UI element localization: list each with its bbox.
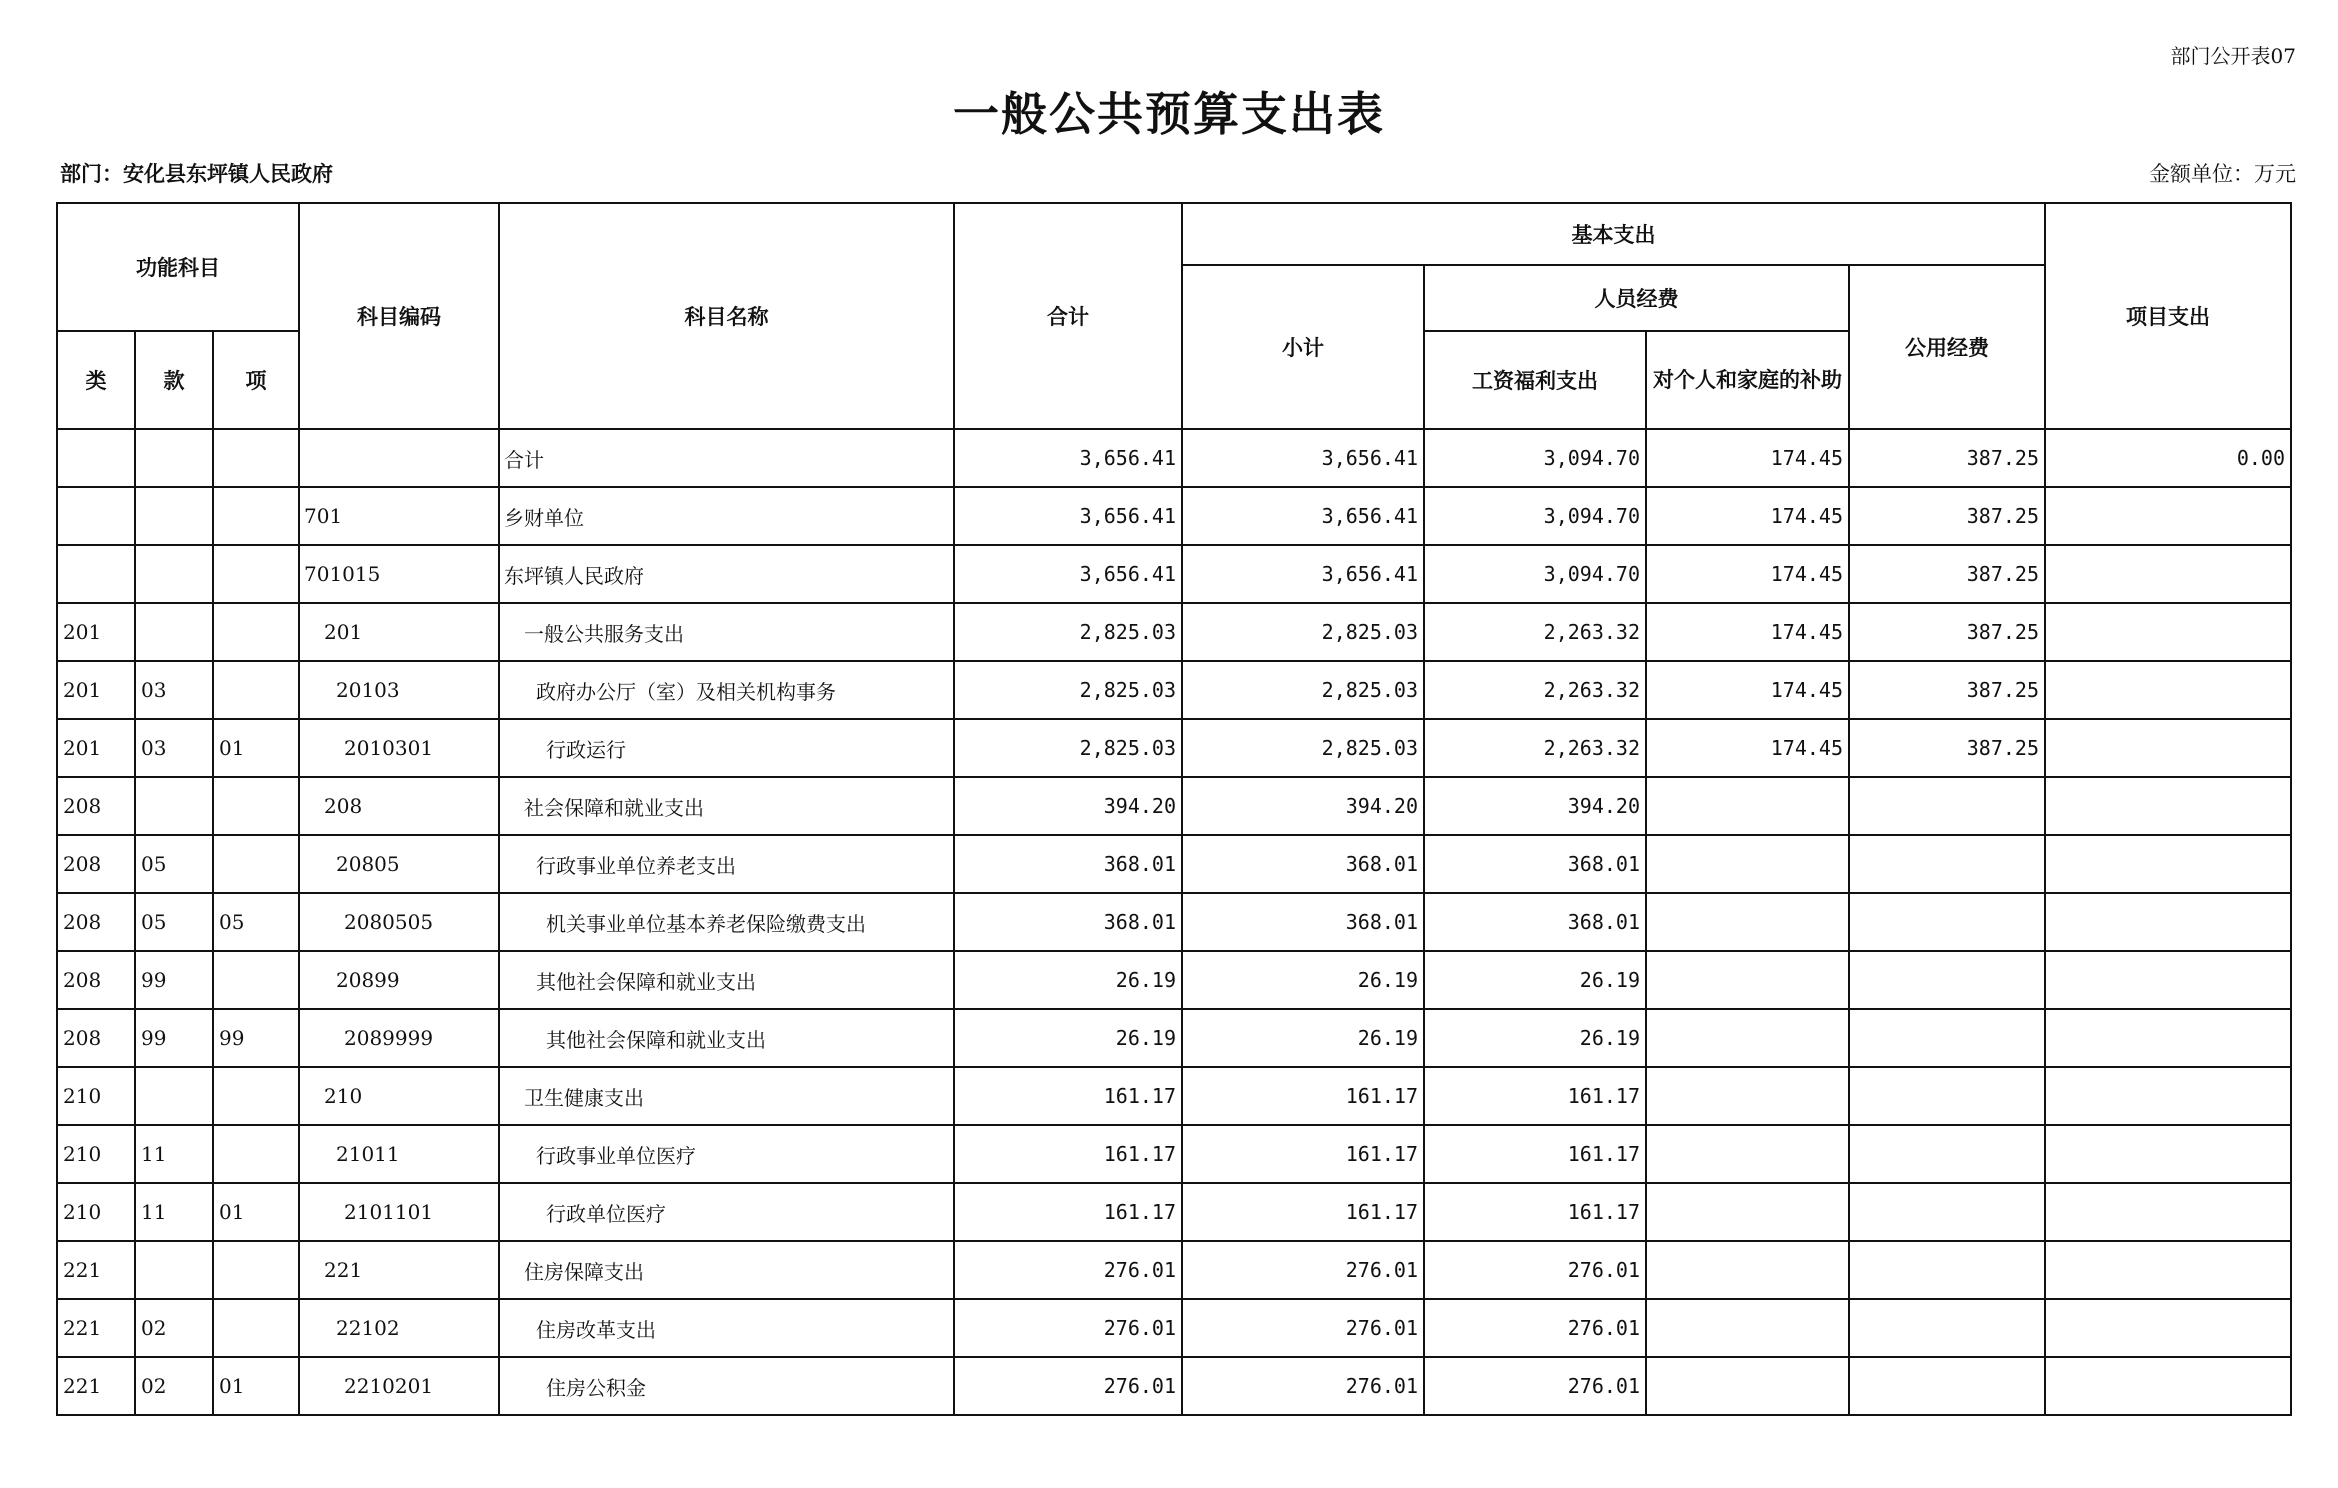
cell-lei: 208 <box>57 951 135 1009</box>
cell-public-funds <box>1849 1241 2045 1299</box>
cell-salary: 368.01 <box>1424 835 1646 893</box>
table-row <box>57 951 2291 1009</box>
cell-xiang <box>213 835 299 893</box>
header-code: 科目编码 <box>299 203 499 429</box>
table-row <box>57 1125 2291 1183</box>
cell-kuan: 11 <box>135 1125 213 1183</box>
cell-project <box>2045 545 2291 603</box>
cell-total: 2,825.03 <box>954 719 1182 777</box>
cell-name: 东坪镇人民政府 <box>499 545 954 603</box>
cell-code: 201 <box>299 603 499 661</box>
cell-code: 20899 <box>299 951 499 1009</box>
header-total: 合计 <box>954 203 1182 429</box>
cell-total: 276.01 <box>954 1299 1182 1357</box>
cell-project <box>2045 1241 2291 1299</box>
cell-name: 住房保障支出 <box>499 1241 954 1299</box>
cell-subsidy: 174.45 <box>1646 603 1849 661</box>
cell-public-funds <box>1849 893 2045 951</box>
cell-lei: 208 <box>57 893 135 951</box>
cell-public-funds <box>1849 1299 2045 1357</box>
cell-public-funds <box>1849 777 2045 835</box>
cell-kuan: 02 <box>135 1299 213 1357</box>
cell-lei: 208 <box>57 1009 135 1067</box>
cell-xiang <box>213 603 299 661</box>
cell-lei <box>57 545 135 603</box>
cell-name: 乡财单位 <box>499 487 954 545</box>
cell-public-funds: 387.25 <box>1849 661 2045 719</box>
table-body <box>57 429 2291 1415</box>
cell-code: 2089999 <box>299 1009 499 1067</box>
cell-salary: 161.17 <box>1424 1067 1646 1125</box>
table-row <box>57 1183 2291 1241</box>
table-id: 部门公开表07 <box>2170 44 2296 68</box>
cell-name: 政府办公厅（室）及相关机构事务 <box>499 661 954 719</box>
cell-public-funds: 387.25 <box>1849 487 2045 545</box>
cell-code: 2010301 <box>299 719 499 777</box>
cell-total: 3,656.41 <box>954 545 1182 603</box>
cell-salary: 161.17 <box>1424 1125 1646 1183</box>
cell-subtotal: 161.17 <box>1182 1125 1424 1183</box>
cell-public-funds <box>1849 1009 2045 1067</box>
cell-subsidy <box>1646 1299 1849 1357</box>
cell-total: 2,825.03 <box>954 661 1182 719</box>
table-row <box>57 1067 2291 1125</box>
header-personnel: 人员经费 <box>1424 265 1849 331</box>
cell-subsidy: 174.45 <box>1646 487 1849 545</box>
cell-xiang <box>213 1125 299 1183</box>
cell-kuan <box>135 1241 213 1299</box>
cell-public-funds <box>1849 1125 2045 1183</box>
cell-xiang <box>213 487 299 545</box>
cell-salary: 3,094.70 <box>1424 429 1646 487</box>
cell-kuan <box>135 1067 213 1125</box>
cell-salary: 368.01 <box>1424 893 1646 951</box>
cell-lei: 208 <box>57 777 135 835</box>
cell-total: 161.17 <box>954 1067 1182 1125</box>
table-row <box>57 603 2291 661</box>
cell-subtotal: 368.01 <box>1182 893 1424 951</box>
cell-salary: 3,094.70 <box>1424 545 1646 603</box>
cell-salary: 276.01 <box>1424 1357 1646 1415</box>
cell-kuan: 99 <box>135 1009 213 1067</box>
cell-subtotal: 276.01 <box>1182 1299 1424 1357</box>
cell-kuan <box>135 777 213 835</box>
cell-xiang <box>213 1299 299 1357</box>
cell-public-funds <box>1849 1183 2045 1241</box>
cell-public-funds: 387.25 <box>1849 603 2045 661</box>
header-xiang: 项 <box>213 331 299 429</box>
cell-subtotal: 161.17 <box>1182 1067 1424 1125</box>
cell-subsidy <box>1646 1241 1849 1299</box>
cell-lei: 201 <box>57 719 135 777</box>
cell-code: 701 <box>299 487 499 545</box>
cell-code: 208 <box>299 777 499 835</box>
cell-subtotal: 26.19 <box>1182 1009 1424 1067</box>
table-row <box>57 1241 2291 1299</box>
cell-public-funds: 387.25 <box>1849 719 2045 777</box>
cell-xiang <box>213 1241 299 1299</box>
cell-name: 其他社会保障和就业支出 <box>499 1009 954 1067</box>
cell-kuan <box>135 429 213 487</box>
cell-lei: 221 <box>57 1299 135 1357</box>
cell-public-funds: 387.25 <box>1849 429 2045 487</box>
table-row <box>57 429 2291 487</box>
cell-project <box>2045 661 2291 719</box>
cell-public-funds <box>1849 1067 2045 1125</box>
cell-subsidy <box>1646 893 1849 951</box>
cell-lei: 208 <box>57 835 135 893</box>
cell-project <box>2045 1125 2291 1183</box>
cell-kuan: 05 <box>135 835 213 893</box>
cell-total: 368.01 <box>954 893 1182 951</box>
cell-kuan <box>135 603 213 661</box>
cell-public-funds <box>1849 951 2045 1009</box>
cell-project <box>2045 777 2291 835</box>
cell-xiang <box>213 429 299 487</box>
header-name: 科目名称 <box>499 203 954 429</box>
cell-subsidy <box>1646 951 1849 1009</box>
table-header <box>57 203 2291 429</box>
cell-subtotal: 394.20 <box>1182 777 1424 835</box>
cell-code: 2080505 <box>299 893 499 951</box>
cell-subsidy <box>1646 1357 1849 1415</box>
cell-salary: 2,263.32 <box>1424 719 1646 777</box>
header-lei: 类 <box>57 331 135 429</box>
cell-subsidy: 174.45 <box>1646 429 1849 487</box>
cell-name: 行政事业单位医疗 <box>499 1125 954 1183</box>
cell-subtotal: 368.01 <box>1182 835 1424 893</box>
cell-name: 行政单位医疗 <box>499 1183 954 1241</box>
cell-subtotal: 3,656.41 <box>1182 487 1424 545</box>
table-row <box>57 777 2291 835</box>
cell-salary: 3,094.70 <box>1424 487 1646 545</box>
cell-total: 3,656.41 <box>954 487 1182 545</box>
cell-xiang: 01 <box>213 1357 299 1415</box>
header-function-subject: 功能科目 <box>57 203 299 331</box>
cell-salary: 394.20 <box>1424 777 1646 835</box>
cell-xiang <box>213 1067 299 1125</box>
cell-subtotal: 2,825.03 <box>1182 661 1424 719</box>
cell-lei: 201 <box>57 603 135 661</box>
cell-name: 一般公共服务支出 <box>499 603 954 661</box>
cell-xiang: 01 <box>213 1183 299 1241</box>
cell-lei: 201 <box>57 661 135 719</box>
cell-name: 行政运行 <box>499 719 954 777</box>
cell-project <box>2045 1299 2291 1357</box>
page-title: 一般公共预算支出表 <box>953 87 1385 141</box>
cell-kuan: 03 <box>135 661 213 719</box>
table-row <box>57 835 2291 893</box>
cell-salary: 2,263.32 <box>1424 603 1646 661</box>
cell-total: 276.01 <box>954 1357 1182 1415</box>
cell-kuan: 05 <box>135 893 213 951</box>
cell-subtotal: 276.01 <box>1182 1357 1424 1415</box>
header-subtotal: 小计 <box>1182 265 1424 429</box>
cell-project: 0.00 <box>2045 429 2291 487</box>
cell-xiang <box>213 545 299 603</box>
cell-code: 20103 <box>299 661 499 719</box>
cell-kuan: 02 <box>135 1357 213 1415</box>
cell-name: 机关事业单位基本养老保险缴费支出 <box>499 893 954 951</box>
cell-code: 210 <box>299 1067 499 1125</box>
cell-total: 2,825.03 <box>954 603 1182 661</box>
cell-public-funds <box>1849 835 2045 893</box>
table-row <box>57 545 2291 603</box>
cell-xiang: 01 <box>213 719 299 777</box>
cell-xiang <box>213 661 299 719</box>
cell-salary: 276.01 <box>1424 1299 1646 1357</box>
header-public-funds: 公用经费 <box>1849 265 2045 429</box>
budget-table <box>56 202 2292 1416</box>
header-project: 项目支出 <box>2045 203 2291 429</box>
cell-subsidy <box>1646 1183 1849 1241</box>
cell-project <box>2045 835 2291 893</box>
cell-kuan: 03 <box>135 719 213 777</box>
cell-xiang <box>213 777 299 835</box>
cell-project <box>2045 1183 2291 1241</box>
cell-subsidy: 174.45 <box>1646 545 1849 603</box>
cell-name: 社会保障和就业支出 <box>499 777 954 835</box>
cell-total: 161.17 <box>954 1125 1182 1183</box>
cell-lei <box>57 487 135 545</box>
cell-code: 221 <box>299 1241 499 1299</box>
table-row <box>57 1009 2291 1067</box>
cell-xiang: 99 <box>213 1009 299 1067</box>
cell-total: 26.19 <box>954 951 1182 1009</box>
cell-name: 合计 <box>499 429 954 487</box>
cell-total: 368.01 <box>954 835 1182 893</box>
cell-name: 其他社会保障和就业支出 <box>499 951 954 1009</box>
cell-subtotal: 161.17 <box>1182 1183 1424 1241</box>
cell-project <box>2045 1357 2291 1415</box>
cell-lei: 210 <box>57 1067 135 1125</box>
cell-code <box>299 429 499 487</box>
cell-project <box>2045 1067 2291 1125</box>
cell-total: 161.17 <box>954 1183 1182 1241</box>
cell-total: 276.01 <box>954 1241 1182 1299</box>
header-subsidy: 对个人和家庭的补助 <box>1646 331 1849 429</box>
unit-label: 金额单位：万元 <box>2149 162 2296 186</box>
cell-public-funds <box>1849 1357 2045 1415</box>
cell-total: 3,656.41 <box>954 429 1182 487</box>
cell-kuan: 99 <box>135 951 213 1009</box>
cell-name: 住房改革支出 <box>499 1299 954 1357</box>
cell-kuan: 11 <box>135 1183 213 1241</box>
cell-code: 2101101 <box>299 1183 499 1241</box>
cell-subtotal: 26.19 <box>1182 951 1424 1009</box>
cell-salary: 161.17 <box>1424 1183 1646 1241</box>
cell-project <box>2045 603 2291 661</box>
department-label: 部门：安化县东坪镇人民政府 <box>60 162 333 186</box>
cell-project <box>2045 951 2291 1009</box>
cell-subtotal: 2,825.03 <box>1182 719 1424 777</box>
cell-public-funds: 387.25 <box>1849 545 2045 603</box>
cell-xiang: 05 <box>213 893 299 951</box>
cell-lei <box>57 429 135 487</box>
cell-code: 701015 <box>299 545 499 603</box>
cell-code: 2210201 <box>299 1357 499 1415</box>
cell-project <box>2045 893 2291 951</box>
header-basic: 基本支出 <box>1182 203 2045 265</box>
cell-name: 行政事业单位养老支出 <box>499 835 954 893</box>
cell-code: 21011 <box>299 1125 499 1183</box>
cell-subsidy <box>1646 835 1849 893</box>
cell-total: 394.20 <box>954 777 1182 835</box>
cell-salary: 26.19 <box>1424 1009 1646 1067</box>
cell-salary: 276.01 <box>1424 1241 1646 1299</box>
cell-subsidy: 174.45 <box>1646 661 1849 719</box>
cell-salary: 2,263.32 <box>1424 661 1646 719</box>
cell-lei: 210 <box>57 1125 135 1183</box>
cell-project <box>2045 1009 2291 1067</box>
cell-name: 卫生健康支出 <box>499 1067 954 1125</box>
cell-lei: 210 <box>57 1183 135 1241</box>
cell-total: 26.19 <box>954 1009 1182 1067</box>
cell-subsidy <box>1646 1125 1849 1183</box>
table-row <box>57 661 2291 719</box>
header-salary: 工资福利支出 <box>1424 331 1646 429</box>
cell-xiang <box>213 951 299 1009</box>
header-kuan: 款 <box>135 331 213 429</box>
cell-project <box>2045 719 2291 777</box>
table-row <box>57 1299 2291 1357</box>
cell-subsidy <box>1646 777 1849 835</box>
cell-subsidy <box>1646 1009 1849 1067</box>
cell-project <box>2045 487 2291 545</box>
table-row <box>57 893 2291 951</box>
cell-subtotal: 276.01 <box>1182 1241 1424 1299</box>
cell-subsidy <box>1646 1067 1849 1125</box>
cell-code: 22102 <box>299 1299 499 1357</box>
cell-lei: 221 <box>57 1357 135 1415</box>
cell-code: 20805 <box>299 835 499 893</box>
cell-subtotal: 2,825.03 <box>1182 603 1424 661</box>
table-row <box>57 719 2291 777</box>
cell-subtotal: 3,656.41 <box>1182 545 1424 603</box>
cell-name: 住房公积金 <box>499 1357 954 1415</box>
cell-kuan <box>135 545 213 603</box>
cell-lei: 221 <box>57 1241 135 1299</box>
table-row <box>57 487 2291 545</box>
table-row <box>57 1357 2291 1415</box>
cell-subtotal: 3,656.41 <box>1182 429 1424 487</box>
cell-subsidy: 174.45 <box>1646 719 1849 777</box>
cell-kuan <box>135 487 213 545</box>
cell-salary: 26.19 <box>1424 951 1646 1009</box>
